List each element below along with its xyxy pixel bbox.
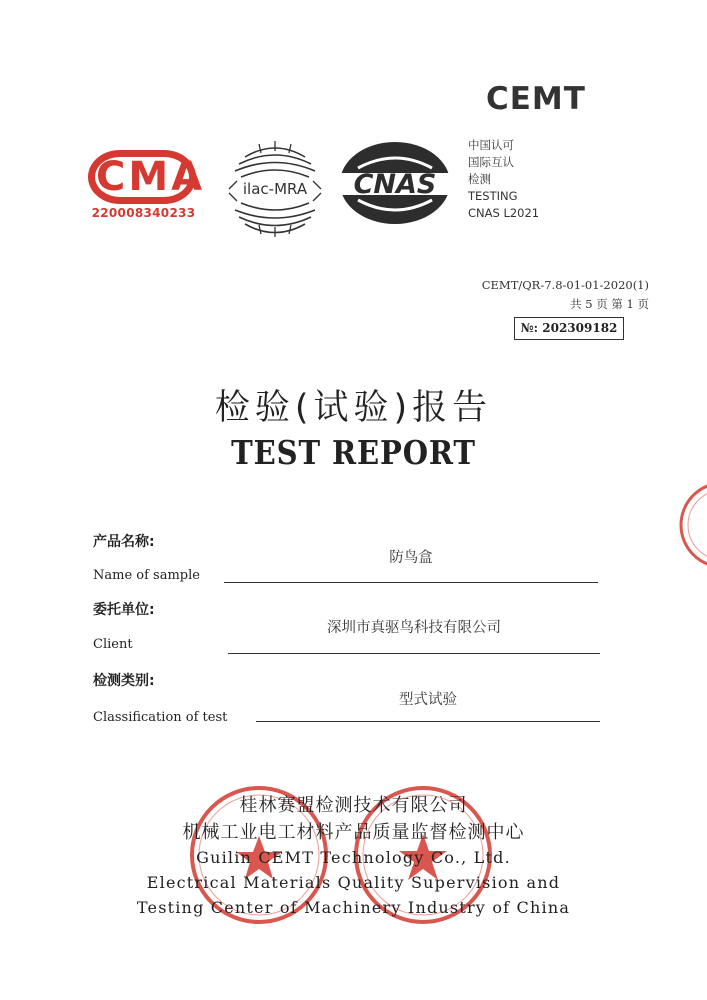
report-title-cn: 检验(试验)报告 — [214, 388, 493, 428]
reference-block — [482, 276, 649, 314]
cnas-logo-text: CNAS — [353, 169, 437, 200]
issuer-name-cn-2: 机械工业电工材料产品质量监督检测中心 — [182, 822, 525, 843]
classification-label-en: Classification of test — [93, 710, 228, 725]
report-title-en: TEST REPORT — [231, 433, 476, 472]
cnas-text-line: 中国认可 — [468, 138, 514, 152]
ilac-logo-text: ilac-MRA — [242, 180, 308, 198]
cma-number: 220008340233 — [91, 206, 196, 220]
cnas-text-line: 检测 — [468, 172, 491, 186]
ilac-mra-logo — [223, 137, 327, 241]
sample-label-en: Name of sample — [93, 568, 200, 583]
cnas-accreditation-text — [468, 137, 539, 222]
sample-label-cn: 产品名称: — [93, 534, 155, 550]
classification-value: 型式试验 — [399, 692, 457, 708]
issuer-name-en-3: Testing Center of Machinery Industry of China — [136, 898, 571, 917]
issuer-name-cn-1: 桂林赛盟检测技术有限公司 — [239, 795, 468, 816]
sample-underline — [224, 582, 598, 583]
report-number: №: 202309182 — [514, 317, 624, 340]
client-label-cn: 委托单位: — [93, 602, 155, 618]
cemt-logo: CEMT — [486, 81, 586, 117]
classification-underline — [256, 721, 600, 722]
issuer-name-en-1: Guilin CEMT Technology Co., Ltd. — [196, 848, 511, 867]
client-label-en: Client — [93, 637, 133, 652]
client-value: 深圳市真驱鸟科技有限公司 — [327, 620, 501, 636]
page-count: 共 5 页 第 1 页 — [570, 297, 649, 311]
cnas-text-line: 国际互认 — [468, 155, 514, 169]
sample-value: 防鸟盒 — [389, 550, 433, 566]
classification-label-cn: 检测类别: — [93, 673, 155, 689]
client-underline — [228, 653, 600, 654]
cnas-text-line: CNAS L2021 — [468, 206, 540, 220]
page-edge-seal — [676, 478, 707, 572]
cnas-logo — [338, 140, 452, 226]
form-code: CEMT/QR-7.8-01-01-2020(1) — [481, 278, 649, 292]
cma-logo: CMA — [96, 154, 206, 200]
issuer-name-en-2: Electrical Materials Quality Supervision and — [146, 873, 561, 892]
cnas-text-line: TESTING — [468, 189, 518, 203]
